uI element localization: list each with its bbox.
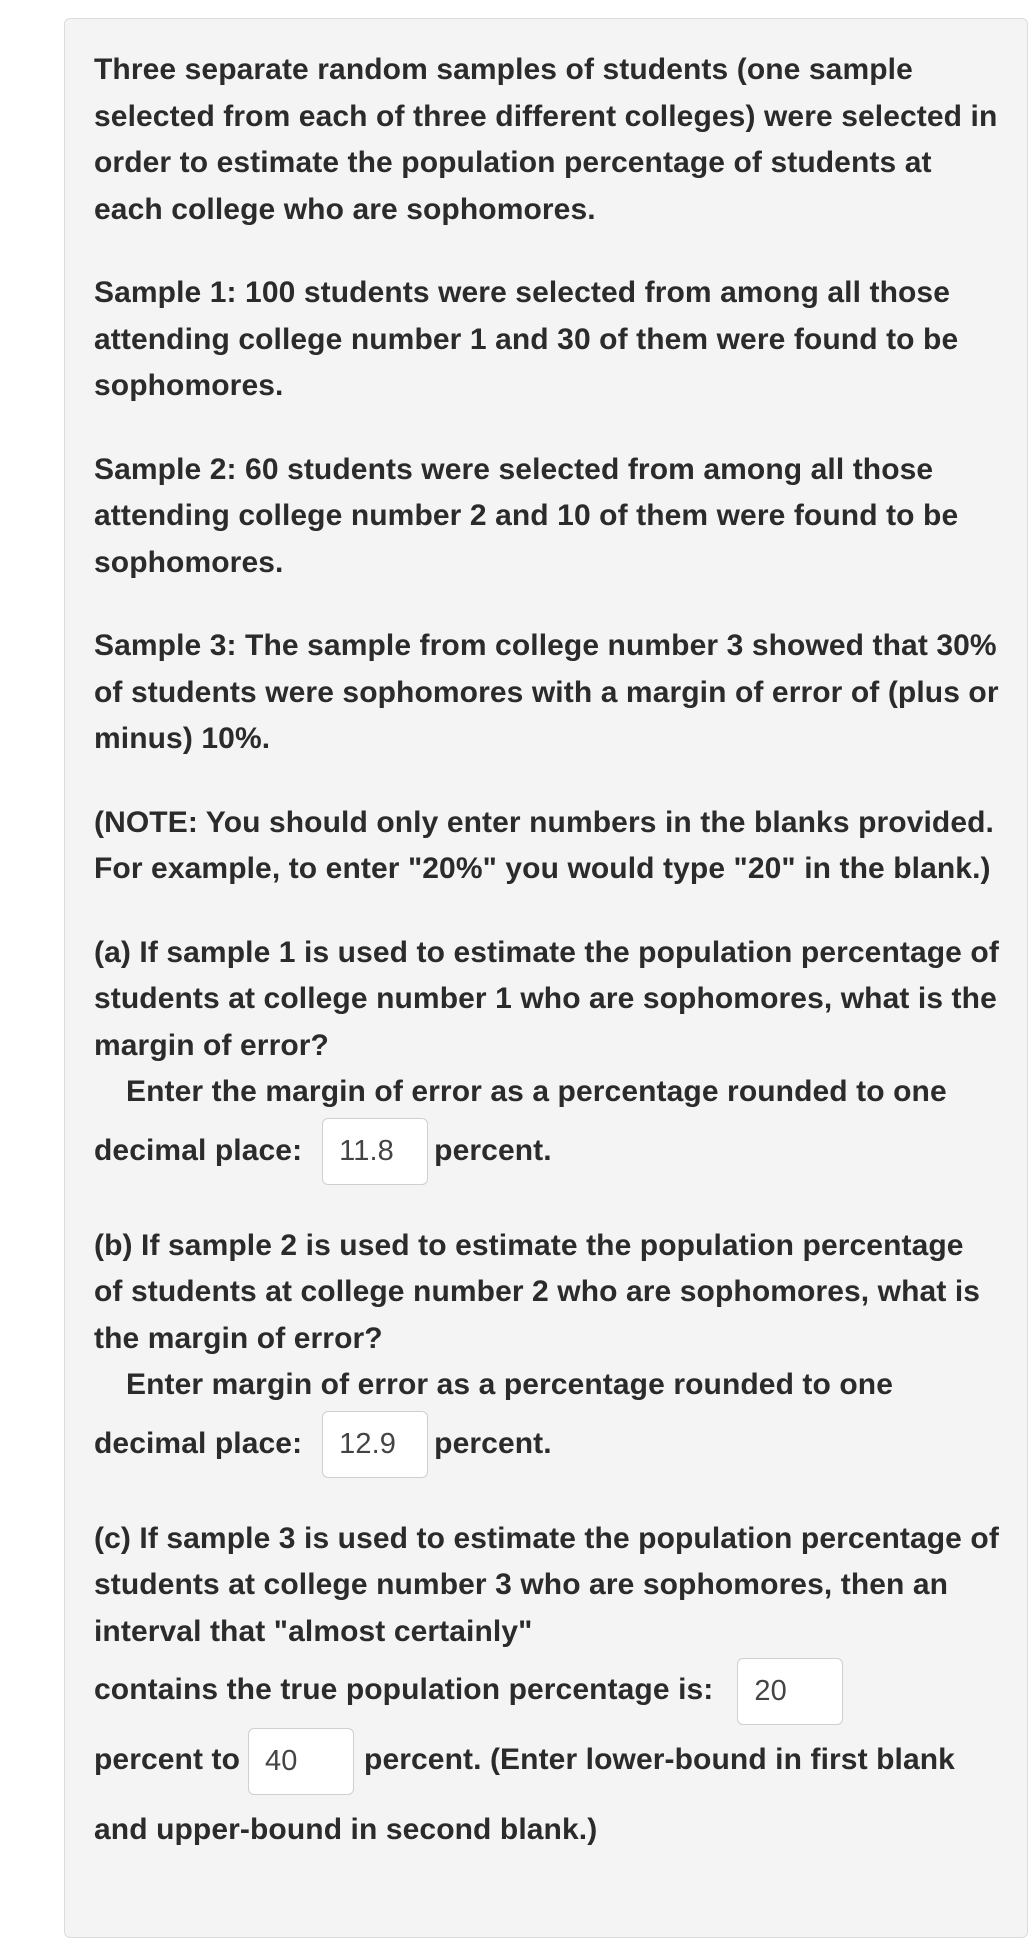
part-a [94,930,999,1186]
part-c [94,1516,999,1866]
part-b-question: (b) If sample 2 is used to estimate the population percentage of students at college number 2 who are sophomores, what is the margin of error? [94,1228,981,1355]
part-b-suffix: percent. [434,1426,552,1460]
part-b-answer-line [94,1409,999,1479]
part-c-upper-bound-input[interactable]: 40 [248,1728,354,1795]
part-b [94,1223,999,1479]
question-card [64,18,1028,1938]
part-a-question: (a) If sample 1 is used to estimate the population percentage of students at college number 1 who are sophomores, what is the margin of error? [94,935,999,1062]
part-c-lower-line [94,1655,999,1725]
intro-text: Three separate random samples of students (one sample selected from each of three different colleges) were selected in order to estimate the population percentage of students at each college who are sophomores. [94,53,998,226]
part-c-middle: percent to [94,1743,241,1776]
sample-1-text: Sample 1: 100 students were selected from among all those attending college number 1 and 30 of them were found to be sophomores. [94,276,959,402]
sample-3-text: Sample 3: The sample from college number 3 showed that 30% of students were sophomores with a margin of error of (plus or minus) 10%. [94,629,999,755]
part-a-instruction: Enter the margin of error as a percentage rounded to one [126,1075,947,1108]
part-b-margin-input[interactable]: 12.9 [322,1411,428,1478]
part-c-suffix: percent. (Enter lower-bound in first blank and upper-bound in second blank.) [94,1743,955,1846]
sample-2-text: Sample 2: 60 students were selected from among all those attending college number 2 and 10 of them were found to be sophomores. [94,452,959,579]
part-c-upper-line [94,1725,999,1865]
part-a-margin-input[interactable]: 11.8 [322,1118,428,1185]
part-a-answer-line [94,1116,999,1186]
part-b-instruction-cont: decimal place: [94,1426,303,1460]
part-a-instruction-cont: decimal place: [94,1133,303,1167]
part-c-lead: contains the true population percentage is: [94,1673,714,1706]
part-b-instruction: Enter margin of error as a percentage rounded to one [126,1368,894,1401]
part-c-question: (c) If sample 3 is used to estimate the population percentage of students at college number 3 who are sophomores, then an interval that "almost certainly" [94,1521,999,1648]
part-c-lower-bound-input[interactable]: 20 [737,1658,843,1725]
part-a-suffix: percent. [434,1133,552,1167]
note-text: (NOTE: You should only enter numbers in the blanks provided. For example, to enter "20%" you would type "20" in the blank.) [94,805,994,885]
